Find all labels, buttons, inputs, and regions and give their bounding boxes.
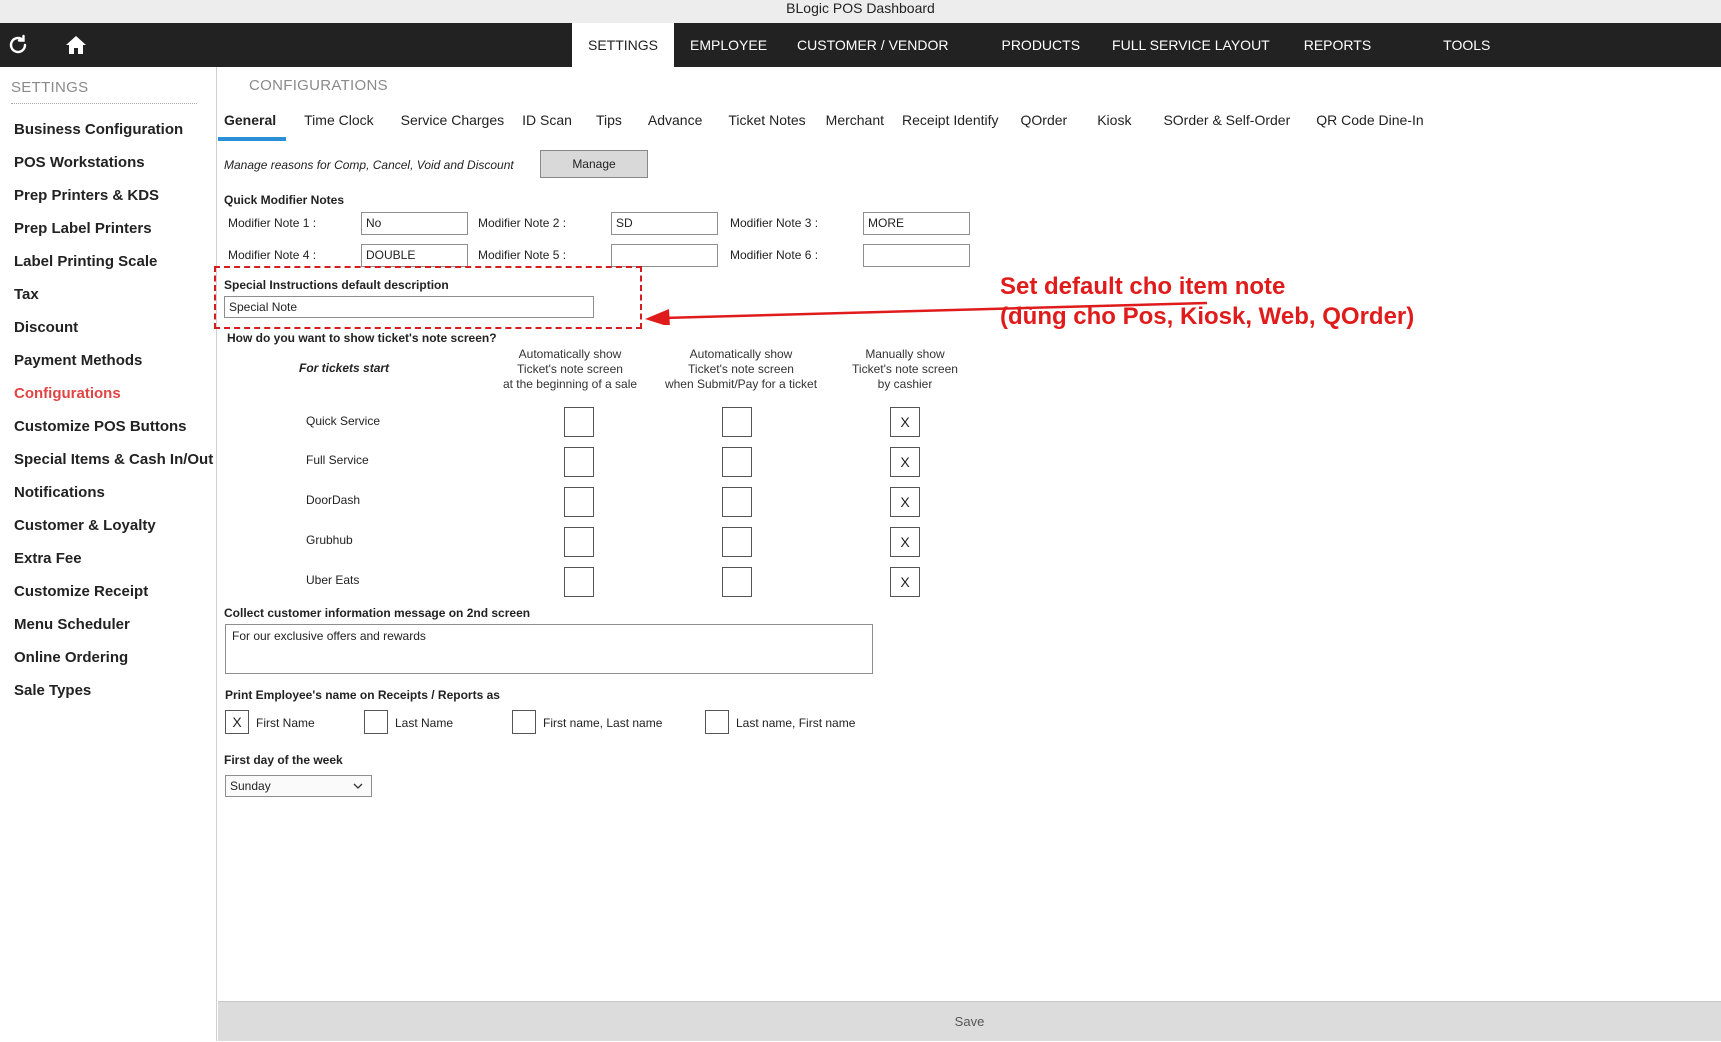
window-titlebar: [0, 0, 1721, 23]
tab-customer-vendor[interactable]: CUSTOMER / VENDOR: [797, 37, 949, 53]
modifier-note-5-input[interactable]: [611, 244, 718, 267]
sidebar-item-prep-label-printers[interactable]: Prep Label Printers: [14, 220, 152, 237]
modifier-note-5-label: Modifier Note 5 :: [478, 248, 567, 262]
checkbox-doordash-beginning[interactable]: [564, 487, 594, 517]
subtab-general[interactable]: General: [218, 101, 286, 141]
sidebar-item-prep-printers-kds[interactable]: Prep Printers & KDS: [14, 187, 160, 204]
subtab-kiosk[interactable]: Kiosk: [1097, 112, 1132, 128]
subtab-advance[interactable]: Advance: [647, 112, 703, 128]
modifier-note-4-input[interactable]: DOUBLE: [361, 244, 468, 267]
sidebar-menu: [14, 113, 213, 707]
tab-reports[interactable]: REPORTS: [1303, 37, 1372, 53]
settings-sidebar: [0, 67, 217, 1041]
modifier-note-1-input[interactable]: No: [361, 212, 468, 235]
checkbox-doordash-manual[interactable]: X: [890, 487, 920, 517]
tab-settings[interactable]: SETTINGS: [572, 23, 674, 67]
checkbox-first-name[interactable]: X: [225, 710, 249, 734]
sidebar-item-label-printing-scale[interactable]: Label Printing Scale: [14, 253, 158, 270]
sidebar-item-pos-workstations[interactable]: POS Workstations: [14, 154, 145, 171]
tab-employee[interactable]: EMPLOYEE: [690, 37, 768, 53]
option-label-last-first: Last name, First name: [736, 716, 856, 730]
home-icon[interactable]: [62, 31, 90, 59]
tab-tools[interactable]: TOOLS: [1443, 37, 1491, 53]
sidebar-item-tax[interactable]: Tax: [14, 286, 39, 303]
checkbox-grubhub-manual[interactable]: X: [890, 527, 920, 557]
special-instructions-heading: Special Instructions default description: [224, 278, 449, 292]
checkbox-uber-eats-submit[interactable]: [722, 567, 752, 597]
sidebar-item-sale-types[interactable]: Sale Types: [14, 682, 92, 699]
subtab-qorder[interactable]: QOrder: [1020, 112, 1068, 128]
checkbox-doordash-submit[interactable]: [722, 487, 752, 517]
checkbox-uber-eats-manual[interactable]: X: [890, 567, 920, 597]
sidebar-item-menu-scheduler[interactable]: Menu Scheduler: [14, 616, 130, 633]
checkbox-quick-service-manual[interactable]: X: [890, 407, 920, 437]
modifier-note-2-label: Modifier Note 2 :: [478, 216, 567, 230]
page-title: CONFIGURATIONS: [249, 77, 388, 94]
option-label-first-name: First Name: [256, 716, 315, 730]
sidebar-item-special-items-cash[interactable]: Special Items & Cash In/Out: [14, 451, 214, 468]
subtab-tips[interactable]: Tips: [595, 112, 622, 128]
save-button[interactable]: Save: [218, 1001, 1721, 1041]
refresh-icon[interactable]: [4, 31, 32, 59]
modifier-note-6-input[interactable]: [863, 244, 970, 267]
sidebar-item-customize-receipt[interactable]: Customize Receipt: [14, 583, 149, 600]
ticket-note-row-header: For tickets start: [299, 361, 390, 375]
tab-products[interactable]: PRODUCTS: [1001, 37, 1081, 53]
checkbox-full-service-beginning[interactable]: [564, 447, 594, 477]
modifier-note-1-label: Modifier Note 1 :: [228, 216, 317, 230]
checkbox-uber-eats-beginning[interactable]: [564, 567, 594, 597]
sidebar-item-online-ordering[interactable]: Online Ordering: [14, 649, 129, 666]
modifier-note-3-input[interactable]: MORE: [863, 212, 970, 235]
subtab-qr-code-dine-in[interactable]: QR Code Dine-In: [1316, 112, 1424, 128]
modifier-note-6-label: Modifier Note 6 :: [730, 248, 819, 262]
top-navigation: [0, 23, 1721, 67]
checkbox-full-service-manual[interactable]: X: [890, 447, 920, 477]
first-day-select[interactable]: [225, 775, 372, 797]
column-header-beginning: Automatically show Ticket's note screen at the beginning of a sale: [502, 347, 638, 391]
sidebar-item-extra-fee[interactable]: Extra Fee: [14, 550, 82, 567]
row-label-uber-eats: Uber Eats: [306, 573, 360, 587]
option-label-last-name: Last Name: [395, 716, 454, 730]
checkbox-first-last[interactable]: [512, 710, 536, 734]
row-label-full-service: Full Service: [306, 453, 369, 467]
checkbox-quick-service-submit[interactable]: [722, 407, 752, 437]
row-label-quick-service: Quick Service: [306, 414, 381, 428]
sidebar-divider: [11, 103, 197, 104]
main-content: [218, 67, 1721, 1041]
annotation-line-1: Set default cho item note: [1000, 273, 1286, 300]
subtab-service-charges[interactable]: Service Charges: [400, 112, 505, 128]
modifier-note-4-label: Modifier Note 4 :: [228, 248, 317, 262]
top-tabs: [572, 23, 1506, 67]
collect-info-heading: Collect customer information message on 2nd screen: [224, 606, 531, 620]
first-day-heading: First day of the week: [224, 753, 343, 767]
option-label-first-last: First name, Last name: [543, 716, 663, 730]
subtab-sorder-self-order[interactable]: SOrder & Self-Order: [1163, 112, 1291, 128]
quick-modifier-heading: Quick Modifier Notes: [224, 193, 345, 207]
subtab-receipt-identify[interactable]: Receipt Identify: [902, 112, 999, 128]
sidebar-item-configurations[interactable]: Configurations: [14, 385, 121, 402]
chevron-down-icon: [351, 779, 365, 793]
annotation-line-2: (dùng cho Pos, Kiosk, Web, QOrder): [1000, 303, 1415, 330]
collect-info-textarea[interactable]: For our exclusive offers and rewards: [225, 624, 873, 674]
subtab-ticket-notes[interactable]: Ticket Notes: [728, 112, 806, 128]
ticket-note-question: How do you want to show ticket's note screen?: [227, 331, 497, 345]
row-label-grubhub: Grubhub: [306, 533, 353, 547]
sidebar-item-business-configuration[interactable]: Business Configuration: [14, 121, 184, 138]
sidebar-item-customer-loyalty[interactable]: Customer & Loyalty: [14, 517, 156, 534]
manage-reasons-label: Manage reasons for Comp, Cancel, Void and Discount: [224, 158, 514, 172]
sidebar-item-notifications[interactable]: Notifications: [14, 484, 105, 501]
tab-full-service-layout[interactable]: FULL SERVICE LAYOUT: [1112, 37, 1270, 53]
checkbox-grubhub-beginning[interactable]: [564, 527, 594, 557]
modifier-note-3-label: Modifier Note 3 :: [730, 216, 819, 230]
row-label-doordash: DoorDash: [306, 493, 361, 507]
checkbox-full-service-submit[interactable]: [722, 447, 752, 477]
checkbox-grubhub-submit[interactable]: [722, 527, 752, 557]
subtab-time-clock[interactable]: Time Clock: [304, 112, 374, 128]
subtab-merchant[interactable]: Merchant: [825, 112, 885, 128]
first-day-selected-value: Sunday: [230, 779, 271, 793]
column-header-manual: Manually show Ticket's note screen by cashier: [852, 347, 958, 391]
checkbox-quick-service-beginning[interactable]: [564, 407, 594, 437]
modifier-note-2-input[interactable]: SD: [611, 212, 718, 235]
print-employee-heading: Print Employee's name on Receipts / Reports as: [225, 688, 500, 702]
config-subtabs: [218, 101, 1434, 141]
manage-button[interactable]: Manage: [540, 150, 648, 178]
special-instructions-input[interactable]: Special Note: [224, 296, 594, 318]
sidebar-title: SETTINGS: [11, 79, 89, 96]
sidebar-item-payment-methods[interactable]: Payment Methods: [14, 352, 143, 369]
sidebar-item-discount[interactable]: Discount: [14, 319, 79, 336]
column-header-submit-pay: Automatically show Ticket's note screen when Submit/Pay for a ticket: [664, 347, 818, 391]
annotation-text: [1000, 272, 1414, 332]
subtab-id-scan[interactable]: ID Scan: [522, 112, 572, 128]
checkbox-last-name[interactable]: [364, 710, 388, 734]
checkbox-last-first[interactable]: [705, 710, 729, 734]
sidebar-item-customize-pos-buttons[interactable]: Customize POS Buttons: [14, 418, 187, 435]
window-title: BLogic POS Dashboard: [786, 0, 935, 16]
